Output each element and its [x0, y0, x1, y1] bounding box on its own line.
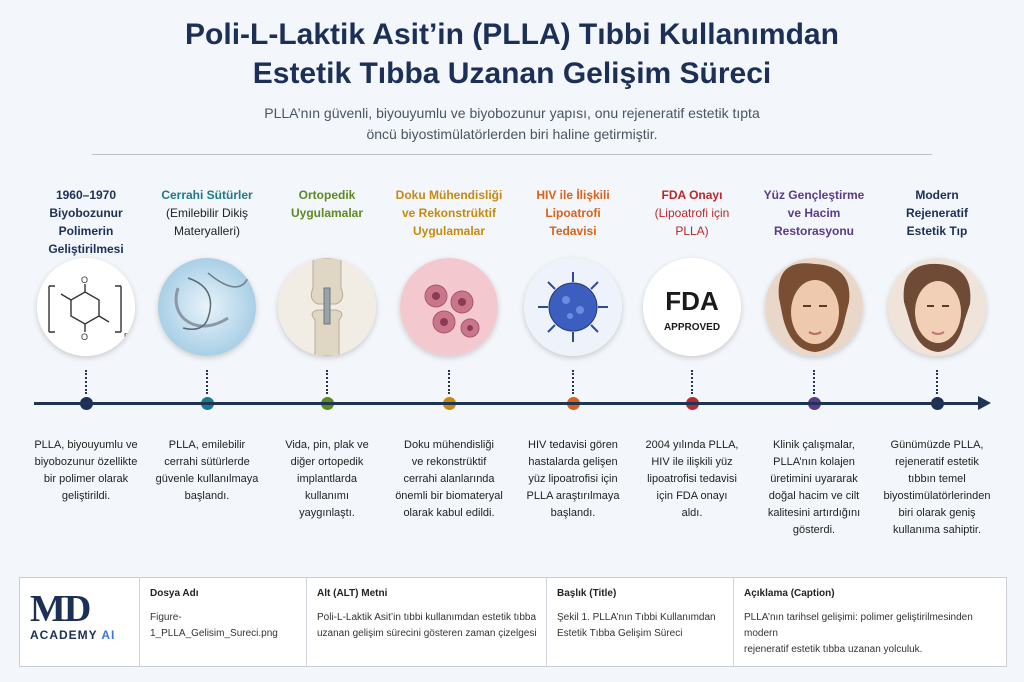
connector-dots	[936, 370, 938, 394]
timeline-axis	[34, 402, 980, 405]
connector-dots	[448, 370, 450, 394]
stage-description: 2004 yılında PLLA, HIV ile ilişkili yüz lipoatrofisi tedavisi için FDA onayı aldı.	[645, 439, 739, 519]
svg-text:n: n	[124, 330, 130, 340]
connector-dots	[572, 370, 574, 394]
virus-icon	[524, 258, 622, 356]
file-name-cell: Dosya Adı Figure-1_PLLA_Gelisim_Sureci.png	[139, 578, 307, 666]
face-regenerative-icon	[888, 258, 986, 356]
stage-description: PLLA, emilebilir cerrahi sütürlerde güvenle kullanılmaya başlandı.	[155, 439, 259, 502]
title-cell: Başlık (Title) Şekil 1. PLLA’nın Tıbbi Kullanımdan Estetik Tıbba Gelişim Süreci	[546, 578, 734, 666]
stage-heading: Cerrahi Sütürler (Emilebilir Dikiş Materyalleri)	[161, 188, 253, 238]
svg-text:O: O	[81, 332, 89, 342]
divider	[92, 154, 932, 155]
stage-heading: Ortopedik Uygulamalar	[290, 188, 364, 220]
timeline-arrow-icon	[978, 396, 991, 410]
title-line-1: Poli-L-Laktik Asit’in (PLLA) Tıbbi Kullanımdan	[185, 18, 839, 51]
stage-heading: Yüz Gençleştirme ve Hacim Restorasyonu	[763, 188, 865, 238]
info-panel	[19, 577, 1007, 667]
connector-dots	[206, 370, 208, 394]
svg-text:O: O	[81, 275, 89, 285]
caption-cell: Açıklama (Caption) PLLA’nın tarihsel gelişimi: polimer geliştirilmesinden modern rejeneratif estetik tıbba uzanan yolculuk.	[733, 578, 1007, 666]
stage-description: HIV tedavisi gören hastalarda gelişen yüz lipoatrofisi için PLLA araştırılmaya başlandı.	[526, 439, 620, 519]
stage-description: Günümüzde PLLA, rejeneratif estetik tıbbın temel biyostimülatörlerinden biri olarak geniş kullanıma sahiptir.	[883, 439, 991, 536]
stage-heading: FDA Onayı (Lipoatrofi için PLLA)	[654, 188, 730, 238]
stage-description: Klinik çalışmalar, PLLA’nın kolajen üretimini uyararak doğal hacim ve cilt kalitesini artırdığını gösterdi.	[767, 439, 861, 536]
connector-dots	[813, 370, 815, 394]
subtitle-line-1: PLLA’nın güvenli, biyouyumlu ve biyobozunur yapısı, onu rejeneratif estetik tıpta	[264, 105, 760, 121]
stage-description: Doku mühendisliği ve rekonstrüktif cerrahi alanlarında önemli bir biomateryal olarak kabul edildi.	[395, 439, 503, 519]
stage-heading: 1960–1970 Biyobozunur Polimerin Geliştirilmesi	[48, 188, 124, 256]
stage-heading: Doku Mühendisliği ve Rekonstrüktif Uygulamalar	[395, 188, 503, 238]
subtitle-line-2: öncü biyostimülatörlerden biri haline getirmiştir.	[366, 126, 658, 142]
fda-approved-icon	[643, 258, 741, 356]
cells-icon	[400, 258, 498, 356]
svg-text:APPROVED: APPROVED	[663, 322, 721, 333]
connector-dots	[326, 370, 328, 394]
connector-dots	[85, 370, 87, 394]
stage-heading: HIV ile İlişkili Lipoatrofi Tedavisi	[536, 188, 610, 238]
stage-description: Vida, pin, plak ve diğer ortopedik implantlarda kullanımı yaygınlaştı.	[285, 439, 369, 519]
title-line-2: Estetik Tıbba Uzanan Gelişim Süreci	[252, 57, 772, 90]
alt-text-cell: Alt (ALT) Metni Poli-L-Laktik Asit’in tıbbi kullanımdan estetik tıbba uzanan gelişim sürecini gösteren zaman çizelgesi	[306, 578, 547, 666]
svg-text:FDA: FDA	[665, 286, 719, 316]
stage-description: PLLA, biyouyumlu ve biyobozunur özellikte bir polimer olarak geliştirildi.	[34, 439, 138, 502]
connector-dots	[691, 370, 693, 394]
face-lift-icon	[765, 258, 863, 356]
knee-joint-icon	[278, 258, 376, 356]
suture-needle-icon	[158, 258, 256, 356]
md-academy-logo: MD ACADEMY AI	[30, 588, 116, 642]
polymer-structure-icon	[37, 258, 135, 356]
stage-heading: Modern Rejeneratif Estetik Tıp	[905, 188, 969, 238]
